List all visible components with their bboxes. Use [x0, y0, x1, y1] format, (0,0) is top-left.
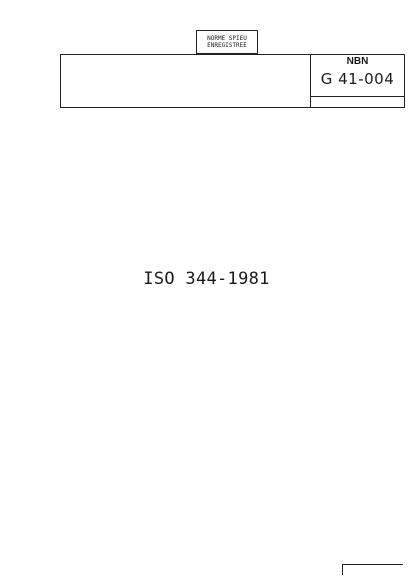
term-line [66, 144, 406, 152]
stamp-line-1: NORME SPIEU [207, 35, 247, 42]
price-group [342, 564, 403, 575]
reference-line [310, 110, 403, 118]
title-area [61, 55, 311, 107]
footer-line [70, 550, 370, 557]
correspondence-right-line [188, 375, 388, 382]
nbn-number: G 41-004 [320, 70, 395, 88]
correspondence-left [96, 368, 156, 375]
term-group-english [66, 144, 406, 159]
paragraph-line [66, 312, 396, 319]
correspondence-right [188, 368, 388, 382]
stamp-line-2: ENREGISTREE [207, 42, 247, 49]
term-line [66, 120, 406, 128]
iso-reference: ISO 344-1981 [143, 269, 270, 289]
terms-section [66, 120, 406, 192]
term-line [66, 128, 406, 136]
side-margin-text [2, 60, 14, 580]
term-line [66, 176, 406, 184]
side-margin-strip [2, 40, 16, 580]
nbn-label: NBN [346, 56, 369, 67]
publication-date [310, 96, 404, 107]
cdu-classification [64, 40, 184, 48]
equivalence-label [66, 258, 366, 266]
correspondence-right-line [188, 368, 388, 375]
footer-line [70, 557, 370, 564]
approval-footer [70, 550, 370, 571]
term-line [66, 152, 406, 160]
paragraph-line [66, 305, 396, 312]
paragraph-line [66, 319, 396, 326]
term-group-dutch [66, 120, 406, 135]
explanatory-paragraph [66, 305, 396, 326]
registration-stamp [196, 30, 258, 54]
footer-line [70, 564, 370, 571]
term-line [66, 168, 406, 176]
term-group-german [66, 168, 406, 183]
correspondence-label [66, 354, 396, 361]
